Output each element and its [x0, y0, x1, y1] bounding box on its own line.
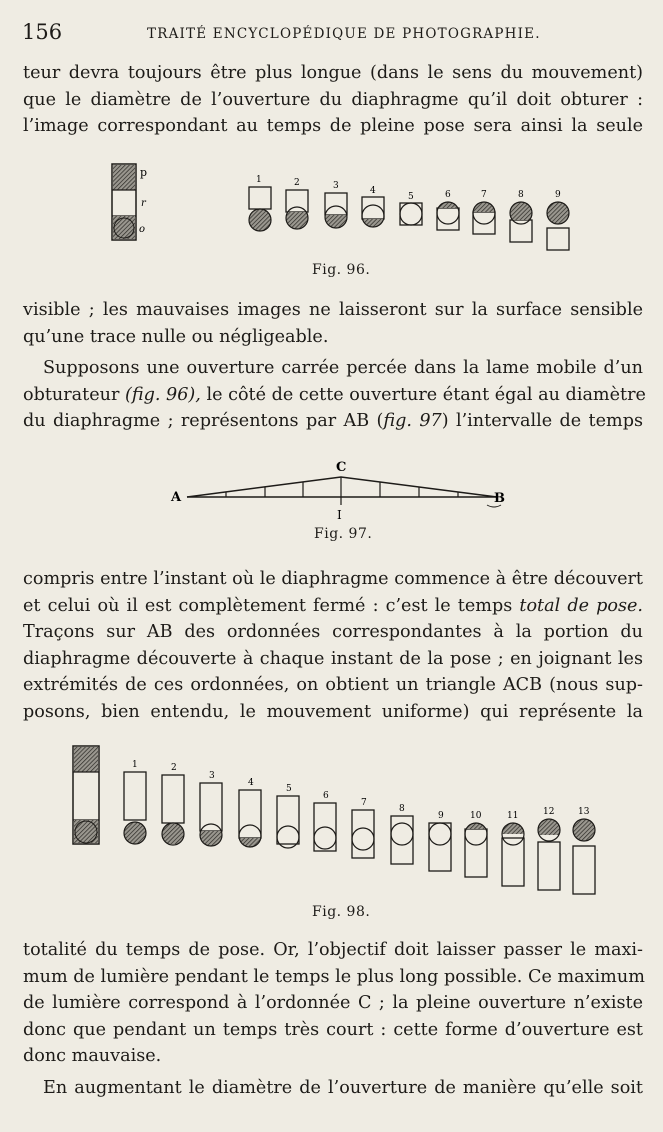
stage-number: 5	[286, 784, 292, 794]
stage-3	[323, 193, 349, 235]
paragraph-2	[23, 297, 643, 350]
stage-number: 1	[132, 760, 138, 770]
stage-number: 4	[248, 778, 254, 788]
text-line: donc que pendant un temps très court : cette forme d’ouverture est	[23, 1019, 643, 1040]
stage-number: 8	[399, 804, 405, 814]
text-line: que le diamètre de l’ouverture du diaphragme qu’il doit obturer :	[23, 89, 643, 110]
stage-8	[508, 200, 534, 242]
stage-6	[314, 803, 336, 851]
text-line	[23, 408, 643, 435]
stage-9	[429, 823, 451, 871]
paragraph-3	[23, 355, 646, 435]
stage-13	[573, 819, 595, 894]
stage-number: 3	[209, 771, 215, 781]
label-r: r	[141, 198, 146, 209]
stage-number: 2	[294, 178, 300, 188]
label-c: C	[336, 460, 347, 475]
text-line: compris entre l’instant où le diaphragme commence à être découvert	[23, 569, 643, 589]
text-run: et celui où il est complètement fermé : c’est le temps	[23, 595, 520, 616]
figure-reference: (fig. 96),	[124, 384, 201, 405]
text-line: de lumière correspond à l’ordonnée C ; la pleine ouverture n’existe	[23, 993, 643, 1013]
emphasis: total de pose.	[519, 595, 643, 616]
stage-number: 3	[333, 181, 339, 191]
ordinates	[226, 477, 458, 505]
paragraph-5	[23, 937, 643, 1070]
text-line: mum de lumière pendant le temps le plus long possible. Ce maximum	[23, 966, 645, 987]
stage-number: 7	[361, 798, 367, 808]
text-line: visible ; les mauvaises images ne laisseront sur la surface sensible	[23, 300, 643, 320]
stage-8	[391, 816, 413, 864]
stage-3	[198, 783, 224, 851]
page-number: 156	[22, 20, 63, 44]
stage-number: 6	[445, 190, 451, 200]
stage-7	[471, 200, 497, 234]
label-i: I	[337, 508, 342, 520]
long-shutter-slide	[73, 746, 99, 844]
text-run: du diaphragme ; représentons par AB (	[23, 411, 384, 431]
paragraph-1	[23, 60, 643, 140]
stage-6	[435, 200, 461, 230]
stage-12	[536, 817, 562, 890]
figure-97	[165, 455, 525, 520]
stage-number: 6	[323, 791, 329, 801]
text-line: Supposons une ouverture carrée percée dans la lame mobile d’un	[43, 358, 643, 378]
stage-number: 9	[438, 811, 444, 821]
text-line: teur devra toujours être plus longue (dans le sens du mouvement)	[23, 63, 643, 83]
figure-96	[100, 160, 600, 265]
stage-2	[284, 190, 310, 232]
text-line: qu’une trace nulle ou négligeable.	[23, 326, 329, 347]
stage-2	[160, 775, 186, 845]
text-line: En augmentant le diamètre de l’ouverture de manière qu’elle soit	[43, 1078, 643, 1098]
stage-number: 8	[518, 190, 524, 200]
label-o: o	[139, 224, 146, 235]
triangle-acb	[187, 477, 497, 497]
stage-4	[360, 197, 386, 239]
stage-number: 12	[543, 807, 555, 817]
stage-10	[463, 821, 489, 877]
text-line	[23, 593, 643, 620]
stage-7	[352, 810, 374, 858]
figure-reference: fig. 97	[383, 411, 442, 431]
stage-number: 5	[408, 192, 414, 202]
page-header	[22, 20, 642, 50]
stage-4	[237, 790, 263, 858]
paragraph-6	[23, 1075, 643, 1102]
text-line: diaphragme découverte à chaque instant de la pose ; en joignant les	[23, 648, 643, 669]
text-line: donc mauvaise.	[23, 1046, 162, 1066]
stage-number: 9	[555, 190, 561, 200]
text-run: le côté de cette ouverture étant égal au diamètre	[200, 384, 646, 405]
paragraph-4	[23, 566, 643, 725]
stage-11	[500, 821, 526, 886]
figure-97-caption: Fig. 97.	[314, 526, 373, 542]
text-line: Traçons sur AB des ordonnées correspondantes à la portion du	[23, 622, 643, 642]
shutter-slide	[112, 164, 136, 240]
stage-5	[400, 203, 422, 225]
stage-number: 2	[171, 763, 177, 773]
label-a: A	[171, 490, 182, 505]
label-b: B	[494, 491, 505, 506]
stage-1	[124, 772, 146, 844]
stage-1	[249, 187, 271, 231]
stage-number: 7	[481, 190, 487, 200]
text-line: posons, bien entendu, le mouvement uniforme) qui représente la	[23, 701, 643, 722]
running-title: TRAITÉ ENCYCLOPÉDIQUE DE PHOTOGRAPHIE.	[147, 26, 541, 42]
text-run: ) l’intervalle de temps	[441, 411, 643, 431]
stage-number: 13	[578, 807, 590, 817]
text-line: totalité du temps de pose. Or, l’objectif doit laisser passer le maxi-	[23, 940, 643, 960]
stage-number: 1	[256, 175, 262, 185]
text-line: extrémités de ces ordonnées, on obtient un triangle ACB (nous sup-	[23, 675, 643, 695]
text-line: l’image correspondant au temps de pleine pose sera ainsi la seule	[23, 116, 643, 136]
stage-9	[547, 202, 569, 250]
stage-number: 11	[507, 811, 519, 821]
stage-5	[277, 796, 299, 848]
stage-number: 10	[470, 811, 482, 821]
figure-98-caption: Fig. 98.	[312, 904, 371, 920]
figure-96-caption: Fig. 96.	[312, 262, 371, 278]
label-p: p	[140, 166, 148, 179]
figure-98	[60, 738, 620, 903]
stage-number: 4	[370, 186, 376, 196]
text-run: obturateur	[23, 384, 125, 405]
text-line	[23, 382, 646, 409]
